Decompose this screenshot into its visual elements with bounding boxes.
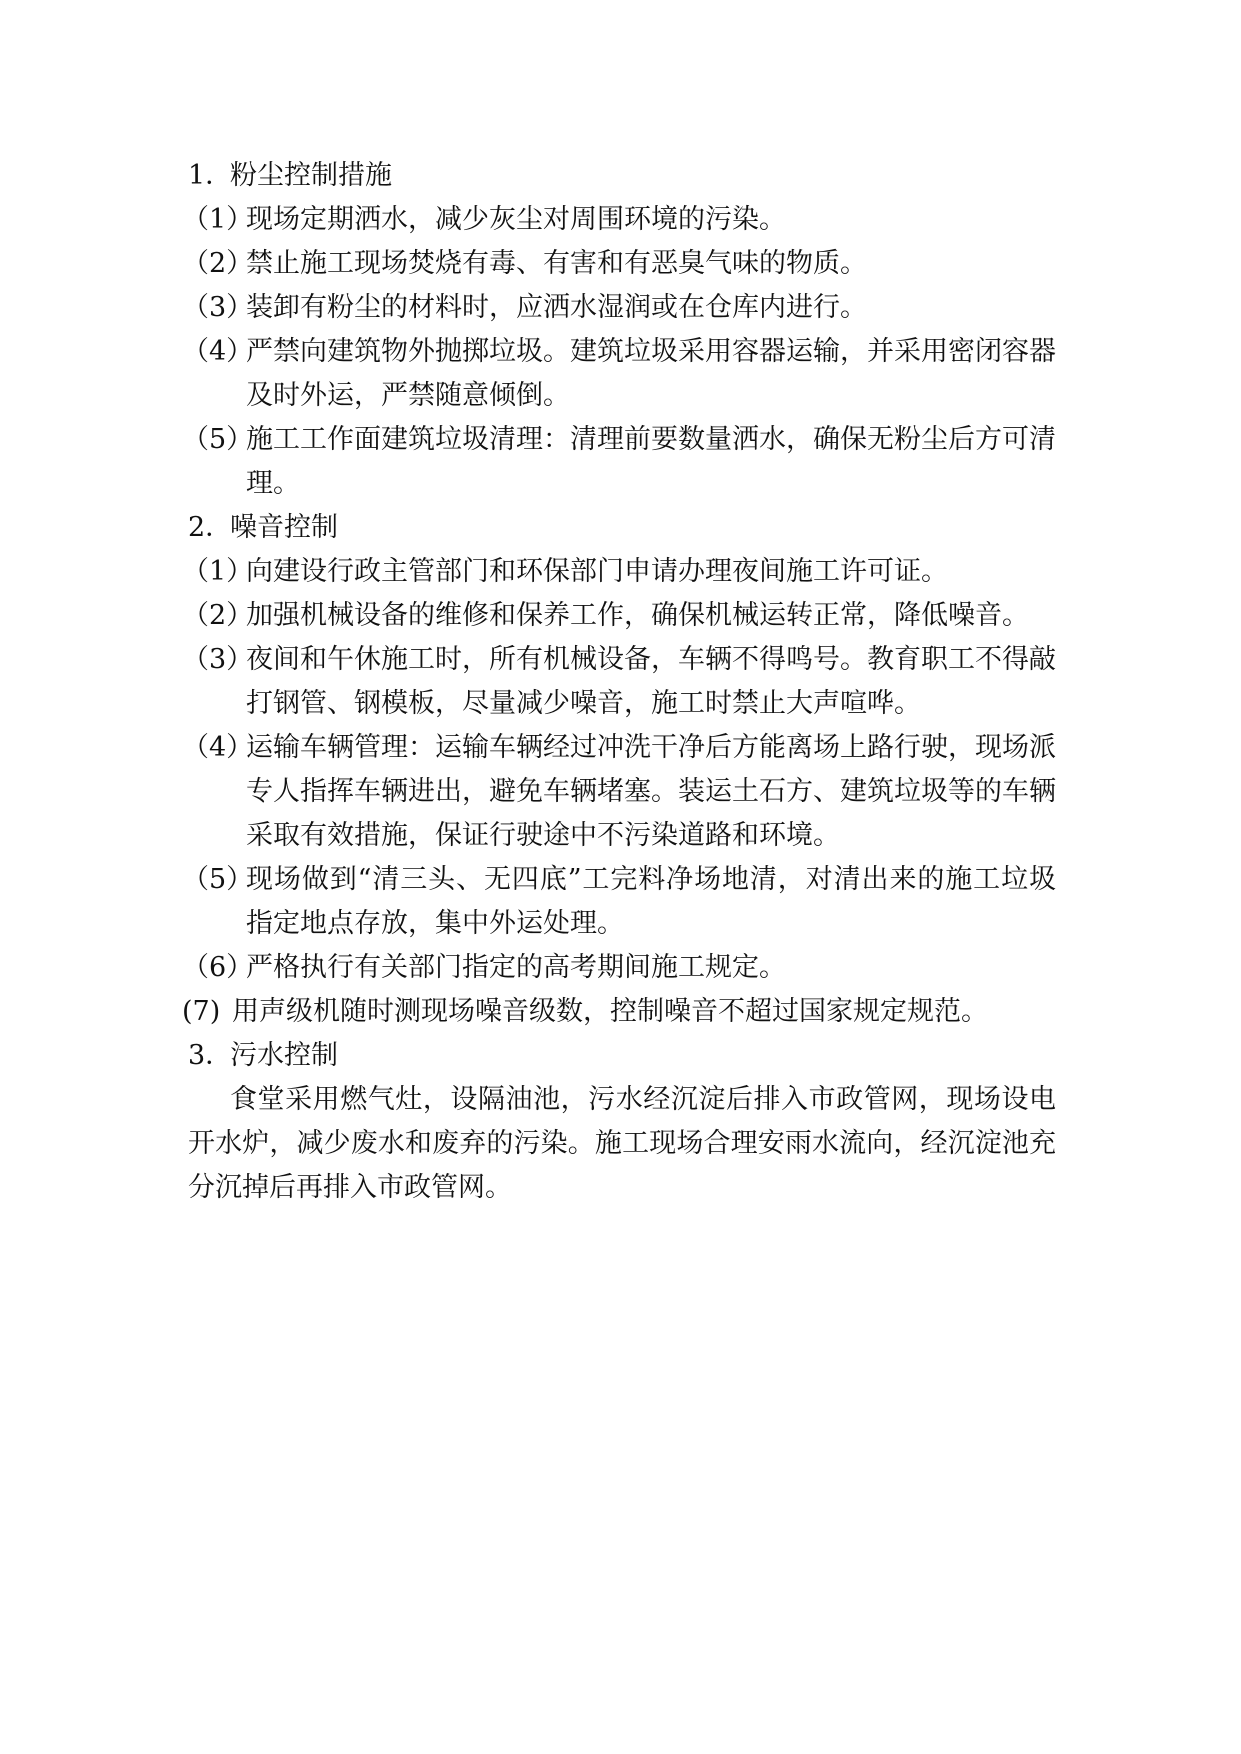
- list-item: [182, 638, 1056, 726]
- item-text: 向建设行政主管部门和环保部门申请办理夜间施工许可证。: [246, 556, 948, 587]
- section-number: 1．: [188, 160, 233, 191]
- section-number: 2．: [188, 512, 233, 543]
- list-item: [182, 330, 1056, 418]
- section-heading: [188, 154, 1056, 198]
- list-item: [182, 594, 1056, 638]
- item-text: 夜间和午休施工时，所有机械设备，车辆不得鸣号。教育职工不得敲打钢管、钢模板，尽量减少噪音，施工时禁止大声喧哗。: [246, 644, 1056, 719]
- list-item: [182, 286, 1056, 330]
- section-number: 3．: [188, 1040, 233, 1071]
- item-text: 加强机械设备的维修和保养工作，确保机械运转正常，降低噪音。: [246, 600, 1029, 631]
- list-item: [182, 990, 1056, 1034]
- item-text: 施工工作面建筑垃圾清理：清理前要数量洒水，确保无粉尘后方可清理。: [246, 424, 1056, 499]
- section-title: 噪音控制: [230, 512, 338, 543]
- item-marker: （1）: [182, 556, 254, 587]
- item-marker: （2）: [182, 600, 254, 631]
- section-heading: [188, 506, 1056, 550]
- item-marker: （3）: [182, 292, 254, 323]
- item-text: 用声级机随时测现场噪音级数，控制噪音不超过国家规定规范。: [232, 996, 988, 1027]
- section-heading: [188, 1034, 1056, 1078]
- item-marker: （6）: [182, 952, 254, 983]
- list-item: [182, 418, 1056, 506]
- item-marker: （4）: [182, 336, 254, 367]
- list-item: [182, 946, 1056, 990]
- item-text: 装卸有粉尘的材料时，应洒水湿润或在仓库内进行。: [246, 292, 867, 323]
- item-marker: （2）: [182, 248, 254, 279]
- item-marker: （1）: [182, 204, 254, 235]
- section-title: 粉尘控制措施: [230, 160, 392, 191]
- body-paragraph: 食堂采用燃气灶，设隔油池，污水经沉淀后排入市政管网，现场设电开水炉，减少废水和废弃的污染。施工现场合理安雨水流向，经沉淀池充分沉掉后再排入市政管网。: [188, 1084, 1056, 1203]
- item-text: 禁止施工现场焚烧有毒、有害和有恶臭气味的物质。: [246, 248, 867, 279]
- list-item: [182, 726, 1056, 858]
- item-text: 运输车辆管理：运输车辆经过冲洗干净后方能离场上路行驶，现场派专人指挥车辆进出，避免车辆堵塞。装运土石方、建筑垃圾等的车辆采取有效措施，保证行驶途中不污染道路和环境。: [246, 732, 1056, 851]
- list-item: [182, 198, 1056, 242]
- list-item: [182, 550, 1056, 594]
- item-text: 严禁向建筑物外抛掷垃圾。建筑垃圾采用容器运输，并采用密闭容器及时外运，严禁随意倾倒。: [246, 336, 1056, 411]
- item-marker: （3）: [182, 644, 254, 675]
- item-text: 严格执行有关部门指定的高考期间施工规定。: [246, 952, 786, 983]
- item-marker: （5）: [182, 424, 254, 455]
- item-text: 现场做到“清三头、无四底”工完料净场地清，对清出来的施工垃圾指定地点存放，集中外运处理。: [246, 864, 1056, 939]
- item-text: 现场定期洒水，减少灰尘对周围环境的污染。: [246, 204, 786, 235]
- list-item: [182, 242, 1056, 286]
- document-body: [182, 154, 1056, 1210]
- list-item: [182, 858, 1056, 946]
- item-marker: （4）: [182, 732, 254, 763]
- section-title: 污水控制: [230, 1040, 338, 1071]
- item-marker: （5）: [182, 864, 254, 895]
- item-marker: (7): [182, 996, 221, 1027]
